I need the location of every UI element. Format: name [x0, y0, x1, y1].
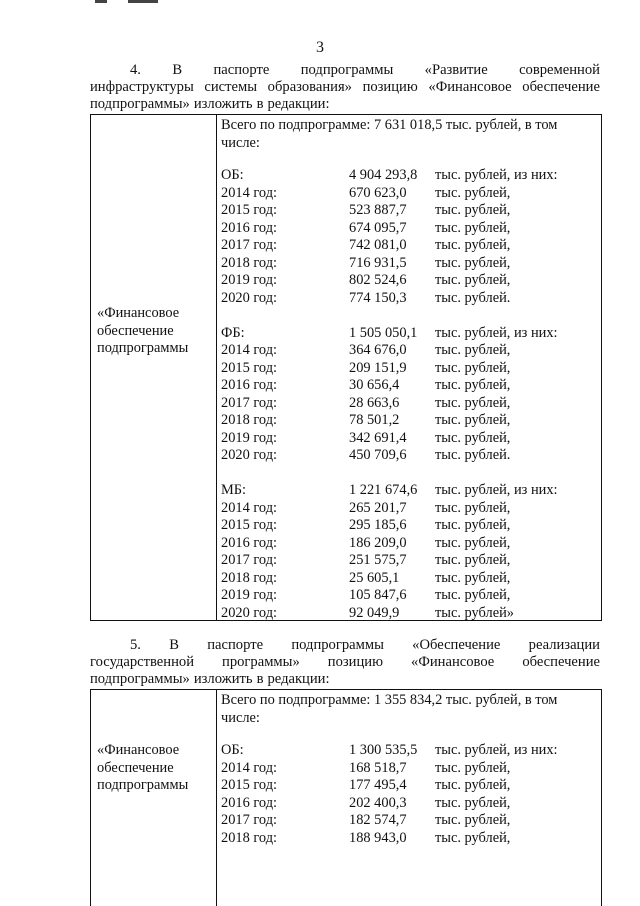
row-unit: тыс. рублей,	[435, 359, 511, 376]
row-label: 2014 год:	[221, 499, 278, 516]
row-amount: 186 209,0	[349, 534, 407, 551]
row-unit: тыс. рублей,	[435, 272, 511, 288]
row-unit: тыс. рублей,	[435, 552, 511, 568]
row-amount: 523 887,7	[349, 202, 407, 218]
label-line: подпрограммы	[97, 777, 189, 793]
row-amount: 1 221 674,6	[349, 482, 418, 498]
word: программы»	[222, 654, 300, 670]
row-unit: тыс. рублей,	[435, 777, 511, 793]
row-label: 2020 год:	[221, 604, 278, 621]
row-amount: 188 943,0	[349, 829, 407, 846]
word: в	[256, 96, 264, 112]
row-unit: тыс. рублей.	[435, 289, 511, 306]
row-label: ФБ:	[221, 324, 245, 341]
word: «Обеспечение	[412, 637, 501, 653]
row-amount: 202 400,3	[349, 794, 407, 811]
row-amount: 364 676,0	[349, 342, 407, 358]
row-amount: 78 501,2	[349, 412, 400, 428]
row-amount: 251 575,7	[349, 552, 407, 568]
row-unit: тыс. рублей, из них:	[435, 482, 558, 498]
word: образования»	[267, 79, 352, 95]
row-amount: 716 931,5	[349, 254, 407, 271]
row-amount: 674 095,7	[349, 219, 407, 236]
word: 5.	[130, 637, 141, 653]
row-unit: тыс. рублей,	[435, 812, 511, 828]
word: подпрограммы»	[90, 671, 190, 687]
row-unit: тыс. рублей,	[435, 377, 511, 393]
word: позицию	[362, 79, 418, 95]
row-amount: 30 656,4	[349, 377, 400, 393]
word: редакции:	[267, 671, 330, 687]
position-label	[97, 742, 188, 795]
row-amount: 209 151,9	[349, 359, 407, 376]
row-label: 2016 год:	[221, 219, 278, 236]
row-label: 2015 год:	[221, 202, 278, 218]
row-label: 2019 год:	[221, 429, 278, 446]
word: «Финансовое	[411, 654, 495, 670]
row-unit: тыс. рублей, из них:	[435, 167, 558, 183]
row-amount: 670 623,0	[349, 184, 407, 201]
label-line: «Финансовое	[97, 742, 180, 758]
row-amount: 295 185,6	[349, 517, 407, 533]
row-amount: 25 605,1	[349, 569, 400, 586]
scan-artifact	[95, 0, 107, 3]
label-line: «Финансовое	[97, 305, 180, 321]
row-unit: тыс. рублей,	[435, 202, 511, 218]
word: инфраструктуры	[90, 79, 194, 95]
item4-paragraph	[90, 62, 600, 113]
word: «Финансовое	[428, 79, 512, 95]
row-amount: 450 709,6	[349, 447, 407, 463]
total-text: Всего по подпрограмме: 7 631 018,5 тыс. рублей, в том числе:	[221, 117, 558, 151]
row-label: 2017 год:	[221, 394, 278, 411]
row-label: 2018 год:	[221, 412, 278, 428]
paragraph-line	[90, 96, 600, 113]
row-label: 2015 год:	[221, 517, 278, 533]
row-label: 2018 год:	[221, 569, 278, 586]
word: обеспечение	[522, 79, 600, 95]
word: изложить	[193, 671, 253, 687]
row-amount: 1 300 535,5	[349, 742, 418, 758]
row-unit: тыс. рублей,	[435, 219, 511, 236]
row-label: 2016 год:	[221, 534, 278, 551]
paragraph-line	[90, 79, 600, 96]
row-unit: тыс. рублей,	[435, 794, 511, 811]
label-line: обеспечение	[97, 759, 174, 776]
row-amount: 342 691,4	[349, 429, 407, 446]
row-unit: тыс. рублей,	[435, 429, 511, 446]
row-unit: тыс. рублей,	[435, 534, 511, 551]
word: В	[169, 637, 179, 653]
word: изложить	[193, 96, 253, 112]
row-amount: 182 574,7	[349, 812, 407, 828]
row-amount: 4 904 293,8	[349, 167, 418, 183]
word: современной	[519, 62, 600, 78]
row-label: 2015 год:	[221, 359, 278, 376]
item5-paragraph	[90, 637, 600, 688]
row-amount: 177 495,4	[349, 777, 407, 793]
word: «Развитие	[424, 62, 488, 78]
row-unit: тыс. рублей,	[435, 587, 511, 603]
word: паспорте	[207, 637, 264, 653]
row-unit: тыс. рублей,	[435, 499, 511, 516]
row-unit: тыс. рублей,	[435, 394, 511, 411]
row-amount: 28 663,6	[349, 394, 400, 411]
word: обеспечение	[522, 654, 600, 670]
row-unit: тыс. рублей, из них:	[435, 324, 558, 341]
row-unit: тыс. рублей,	[435, 342, 511, 358]
table-label-cell	[91, 690, 217, 906]
row-unit: тыс. рублей.	[435, 447, 511, 463]
word: подпрограммы»	[90, 96, 190, 112]
paragraph-line	[90, 62, 600, 79]
row-label: 2014 год:	[221, 184, 278, 201]
row-label: 2016 год:	[221, 377, 278, 393]
paragraph-line	[90, 671, 600, 688]
word: редакции:	[267, 96, 330, 112]
row-amount: 265 201,7	[349, 499, 407, 516]
row-amount: 168 518,7	[349, 759, 407, 776]
label-line: обеспечение	[97, 322, 174, 339]
row-amount: 742 081,0	[349, 237, 407, 253]
row-unit: тыс. рублей,	[435, 412, 511, 428]
row-unit: тыс. рублей,	[435, 569, 511, 586]
row-label: 2018 год:	[221, 829, 278, 846]
row-amount: 92 049,9	[349, 604, 400, 621]
row-amount: 1 505 050,1	[349, 324, 418, 341]
row-unit: тыс. рублей, из них:	[435, 742, 558, 758]
row-amount: 774 150,3	[349, 289, 407, 306]
word: системы	[204, 79, 258, 95]
row-label: 2018 год:	[221, 254, 278, 271]
word: В	[172, 62, 183, 78]
row-unit: тыс. рублей,	[435, 517, 511, 533]
label-line: подпрограммы	[97, 340, 189, 356]
row-unit: тыс. рублей,	[435, 254, 511, 271]
word: паспорте	[213, 62, 270, 78]
row-label: 2019 год:	[221, 272, 278, 288]
word: подпрограммы	[300, 62, 394, 78]
paragraph-line	[90, 637, 600, 654]
word: позицию	[327, 654, 384, 670]
word: государственной	[90, 654, 195, 670]
row-label: 2017 год:	[221, 237, 278, 253]
word: 4.	[130, 62, 141, 78]
word: реализации	[528, 637, 600, 653]
row-unit: тыс. рублей,	[435, 184, 511, 201]
row-label: 2016 год:	[221, 794, 278, 811]
row-amount: 802 524,6	[349, 272, 407, 288]
row-unit: тыс. рублей»	[435, 604, 514, 621]
row-unit: тыс. рублей,	[435, 237, 511, 253]
table-label-cell	[91, 115, 217, 620]
position-label	[97, 305, 188, 358]
word: в	[256, 671, 264, 687]
row-unit: тыс. рублей,	[435, 829, 511, 846]
item4-table	[90, 114, 602, 621]
row-label: 2019 год:	[221, 587, 278, 603]
row-label: 2014 год:	[221, 342, 278, 358]
row-label: 2020 год:	[221, 289, 278, 306]
row-label: 2015 год:	[221, 777, 278, 793]
row-unit: тыс. рублей,	[435, 759, 511, 776]
row-label: 2017 год:	[221, 812, 278, 828]
row-label: 2017 год:	[221, 552, 278, 568]
row-amount: 105 847,6	[349, 587, 407, 603]
row-label: 2020 год:	[221, 447, 278, 463]
scan-artifact	[128, 0, 158, 3]
item5-table	[90, 689, 602, 906]
row-label: 2014 год:	[221, 759, 278, 776]
page-number: 3	[316, 39, 324, 56]
total-text: Всего по подпрограмме: 1 355 834,2 тыс. рублей, в том числе:	[221, 692, 558, 726]
row-label: ОБ:	[221, 167, 244, 183]
row-label: МБ:	[221, 482, 247, 498]
paragraph-line	[90, 654, 600, 671]
row-label: ОБ:	[221, 742, 244, 758]
word: подпрограммы	[291, 637, 384, 653]
